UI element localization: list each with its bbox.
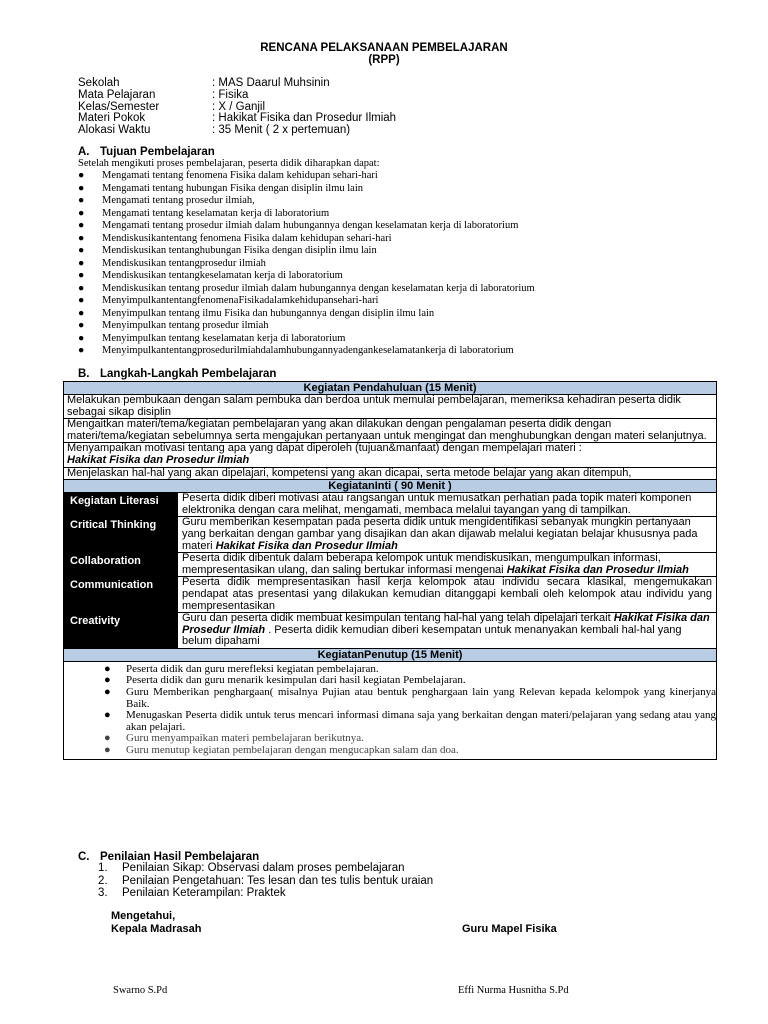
list-item [78,208,535,221]
opening-header: Kegiatan Pendahuluan (15 Menit) [64,382,716,395]
principal-name: Swarno S.Pd [113,985,168,996]
section-title: Langkah-Langkah Pembelajaran [100,368,277,380]
row-emphasis: Hakikat Fisika dan Prosedur Ilmiah [182,612,710,636]
bullet-icon: ● [78,257,85,269]
table-row [64,517,716,553]
core-header: KegiatanInti ( 90 Menit ) [64,480,716,493]
bullet-icon: ● [104,674,111,687]
row-text: Peserta didik mempresentasikan hasil kerja kelompok atau individu secara klasikal, mengemukakan pendapat atas presentasi yang dilakukan kemudian ditanggapi kembali oleh kelompok atau individu yang mempresentasikan [182,576,712,612]
section-a-heading [78,146,215,158]
row-text: Peserta didik diberi motivasi atau rangsangan untuk memusatkan perhatian pada topik materi komponen elektronika dengan cara melihat, mengamati, membaca melalui tayangan yang di tampilkan. [182,492,692,516]
core-text [177,493,716,516]
objective-text: Menyimpulkantentangprosedurilmiahdalamhubungannyadengankeselamatankerja di laboratorium [102,345,514,356]
item-text: Penilaian Sikap: Observasi dalam proses pembelajaran [122,862,405,874]
info-value: : X / Ganjil [212,100,266,113]
bullet-icon: ● [78,195,85,206]
info-row [78,90,396,102]
table-row [64,553,716,577]
table-row [64,443,716,467]
closing-text: Guru menutup kegiatan pembelajaran dengan mengucapkan salam dan doa. [126,744,459,757]
info-label: Kelas/Semester [78,100,160,113]
learning-steps-table [63,381,717,760]
section-title: Tujuan Pembelajaran [100,146,215,158]
objective-text: Mengamati tentang prosedur ilmiah, [102,195,255,206]
closing-text: Guru menyampaikan materi pembelajaran berikutnya. [126,732,364,745]
info-row [78,125,396,137]
table-row [64,577,716,613]
objectives-list [78,170,535,358]
bullet-icon: ● [104,732,111,745]
signature-right-line: Guru Mapel Fisika [462,923,557,935]
closing-text: Peserta didik dan guru merefleksi kegiatan pembelajaran. [126,662,379,675]
item-number: 1. [98,862,108,874]
closing-text: Peserta didik dan guru menarik kesimpulan dari hasil kegiatan Pembelajaran. [126,674,466,687]
row-emphasis: Hakikat Fisika dan Prosedur Ilmiah [506,563,689,576]
list-item [104,687,716,710]
list-item [104,745,716,757]
objective-text: Mengamati tentang hubungan Fisika dengan disiplin ilmu lain [102,182,364,194]
closing-text: Guru Memberikan penghargaan( misalnya Pujian atau bentuk penghargaan lain yang Relevan kepada kelompok yang kinerjanya Baik. [126,686,716,710]
info-label: Sekolah [78,77,120,89]
item-number: 3. [98,887,108,899]
list-item [98,875,433,888]
objective-text: Menyimpulkan tentang prosedur ilmiah [102,320,269,331]
objective-text: Mengamati tentang prosedur ilmiah dalam hubungannya dengan keselamatan kerja di laboratorium [102,220,519,231]
list-item [78,233,535,246]
bullet-icon: ● [78,332,85,344]
bullet-icon: ● [78,170,85,181]
table-row: Mengaitkan materi/tema/kegiatan pembelajaran yang akan dilakukan dengan pengalaman peserta didik dengan materi/tema/kegiatan sebelumnya serta mengajukan pertanyaan untuk mengingat dan menghubungkan dengan materi selanjutnya. [64,419,716,443]
list-item [78,270,535,283]
objective-text: Mengamati tentang fenomena Fisika dalam kehidupan sehari-hari [102,170,378,181]
list-item [78,220,535,233]
core-label: Kegiatan Literasi [64,493,177,516]
list-item [78,283,535,296]
core-label: Collaboration [64,553,177,576]
closing-header: KegiatanPenutup (15 Menit) [64,649,716,662]
info-value: : 35 Menit ( 2 x pertemuan) [212,124,351,137]
table-row [64,613,716,649]
objective-text: Mendiskusikan tentangkeselamatan kerja di laboratorium [102,270,343,281]
list-item [78,170,535,183]
core-label: Critical Thinking [64,517,177,552]
info-label: Alokasi Waktu [78,124,151,137]
info-value: : Fisika [212,88,249,101]
core-text [177,577,716,612]
list-item [78,333,535,346]
section-number: A. [78,146,90,158]
list-item [98,887,433,900]
section-b-heading [78,368,276,380]
objective-text: MenyimpulkantentangfenomenaFisikadalamkehidupansehari-hari [102,295,379,306]
objective-text: Mendiskusikan tentangprosedur ilmiah [102,257,266,269]
info-value: : Hakikat Fisika dan Prosedur Ilmiah [212,112,397,125]
list-item [78,345,535,358]
row-text: Guru memberikan kesempatan pada peserta didik untuk mengidentifikasi sebanyak mungkin pertanyaan yang berkaitan dengan gambar yang disajikan dan akan dijawab melalui kegiatan belajar khususnya pada materi [182,516,698,552]
document-subtitle: (RPP) [368,54,400,66]
bullet-icon: ● [78,245,85,256]
document-title: RENCANA PELAKSANAAN PEMBELAJARAN [260,42,508,54]
signature-left-line2: Kepala Madrasah [111,923,202,935]
assessment-list [98,862,433,900]
bullet-icon: ● [78,320,85,331]
bullet-icon: ● [104,744,111,757]
bullet-icon: ● [78,282,85,294]
table-row: Melakukan pembukaan dengan salam pembuka dan berdoa untuk memulai pembelajaran, memeriksa kehadiran peserta didik sebagai sikap disiplin [64,395,716,419]
bullet-icon: ● [104,686,111,699]
objective-text: Menyimpulkan tentang ilmu Fisika dan hubungannya dengan disiplin ilmu lain [102,307,435,319]
section-title: Penilaian Hasil Pembelajaran [100,851,260,863]
objective-text: Menyimpulkan tentang keselamatan kerja di laboratorium [102,332,346,344]
bullet-icon: ● [78,207,85,219]
objective-text: Mendiskusikan tentanghubungan Fisika dengan disiplin ilmu lain [102,245,377,256]
bullet-icon: ● [104,709,111,722]
core-text [177,553,716,576]
list-item [78,195,535,208]
core-label: Creativity [64,613,177,648]
teacher-name: Effi Nurma Husnitha S.Pd [458,985,569,996]
identity-block [78,78,396,137]
bullet-icon: ● [78,307,85,319]
list-item [78,183,535,196]
bullet-icon: ● [104,662,111,675]
table-row [64,493,716,517]
list-item [78,308,535,321]
section-number: C. [78,851,90,863]
closing-list [64,662,716,759]
objectives-intro: Setelah mengikuti proses pembelajaran, peserta didik diharapkan dapat: [78,158,380,169]
table-row: Menjelaskan hal-hal yang akan dipelajari, kompetensi yang akan dicapai, serta metode belajar yang akan ditempuh, [64,468,716,481]
row-text: Guru dan peserta didik membuat kesimpulan tentang hal-hal yang telah dipelajari terkait [182,612,614,625]
row-emphasis: Hakikat Fisika dan Prosedur Ilmiah [215,539,398,552]
list-item [78,320,535,333]
info-label: Materi Pokok [78,112,146,125]
bullet-icon: ● [78,220,85,231]
objective-text: Mendiskusikantentang fenomena Fisika dalam kehidupan sehari-hari [102,232,392,244]
item-text: Penilaian Keterampilan: Praktek [122,887,286,899]
list-item [78,295,535,308]
item-number: 2. [98,874,108,887]
core-label: Communication [64,577,177,612]
list-item [78,245,535,258]
row-text: Peserta didik dibentuk dalam beberapa kelompok untuk mendiskusikan, mengumpulkan informasi, mempresentasikan ulang, dan saling bertukar informasi mengenai [182,552,661,576]
section-number: B. [78,368,90,380]
list-item [104,710,716,733]
bullet-icon: ● [78,270,85,281]
core-text [177,517,716,552]
info-label: Mata Pelajaran [78,88,156,101]
bullet-icon: ● [78,182,85,194]
closing-text: Menugaskan Peserta didik untuk terus mencari informasi dimana saja yang berkaitan dengan materi/pelajaran yang sedang atau yang akan pelajari. [126,709,716,733]
bullet-icon: ● [78,295,85,306]
row-text: Menyampaikan motivasi tentang apa yang dapat diperoleh (tujuan&manfaat) dengan mempelajari materi : [67,442,582,455]
bullet-icon: ● [78,345,85,356]
list-item [98,862,433,875]
objective-text: Mendiskusikan tentang prosedur ilmiah dalam hubungannya dengan keselamatan kerja di laboratorium [102,282,535,294]
row-text-after: . Peserta didik kemudian diberi kesempatan untuk menanyakan kembali hal-hal yang belum dipahami [182,623,682,648]
objective-text: Mengamati tentang keselamatan kerja di laboratorium [102,207,330,219]
item-text: Penilaian Pengetahuan: Tes lesan dan tes tulis bentuk uraian [122,874,434,887]
core-text [177,613,716,648]
row-emphasis: Hakikat Fisika dan Prosedur Ilmiah [67,453,250,466]
list-item [78,258,535,271]
bullet-icon: ● [78,232,85,244]
info-value: : MAS Daarul Muhsinin [212,77,330,89]
signature-left-line1: Mengetahui, [111,910,176,922]
